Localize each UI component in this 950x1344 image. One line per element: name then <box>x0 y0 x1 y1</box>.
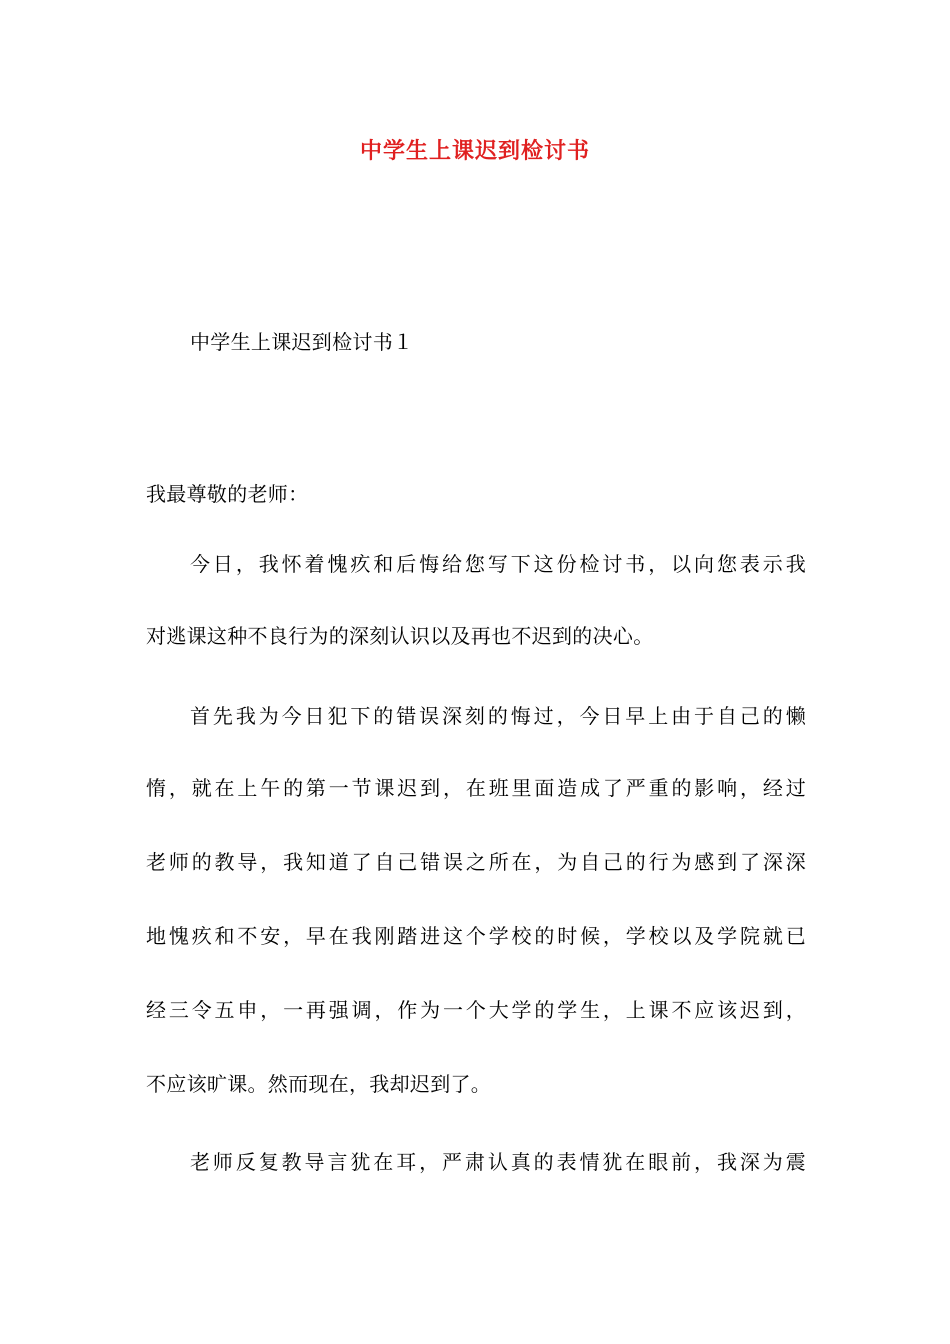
section-heading: 中学生上课迟到检讨书１ <box>190 330 414 354</box>
body-line: 今日，我怀着愧疚和后悔给您写下这份检讨书，以向您表示我 <box>190 552 806 576</box>
body-line: 不应该旷课。然而现在，我却迟到了。 <box>146 1072 492 1096</box>
body-line: 经三令五申，一再强调，作为一个大学的学生，上课不应该迟到， <box>146 998 806 1022</box>
body-line: 老师反复教导言犹在耳，严肃认真的表情犹在眼前，我深为震 <box>190 1150 806 1174</box>
body-line: 对逃课这种不良行为的深刻认识以及再也不迟到的决心。 <box>146 624 654 648</box>
body-line: 老师的教导，我知道了自己错误之所在，为自己的行为感到了深深 <box>146 850 806 874</box>
body-line: 地愧疚和不安，早在我刚踏进这个学校的时候，学校以及学院就已 <box>146 924 806 948</box>
body-line: 惰，就在上午的第一节课迟到，在班里面造成了严重的影响，经过 <box>146 776 806 800</box>
salutation: 我最尊敬的老师： <box>146 482 309 506</box>
document-title: 中学生上课迟到检讨书 <box>359 138 590 164</box>
body-line: 首先我为今日犯下的错误深刻的悔过，今日早上由于自己的懒 <box>190 704 806 728</box>
